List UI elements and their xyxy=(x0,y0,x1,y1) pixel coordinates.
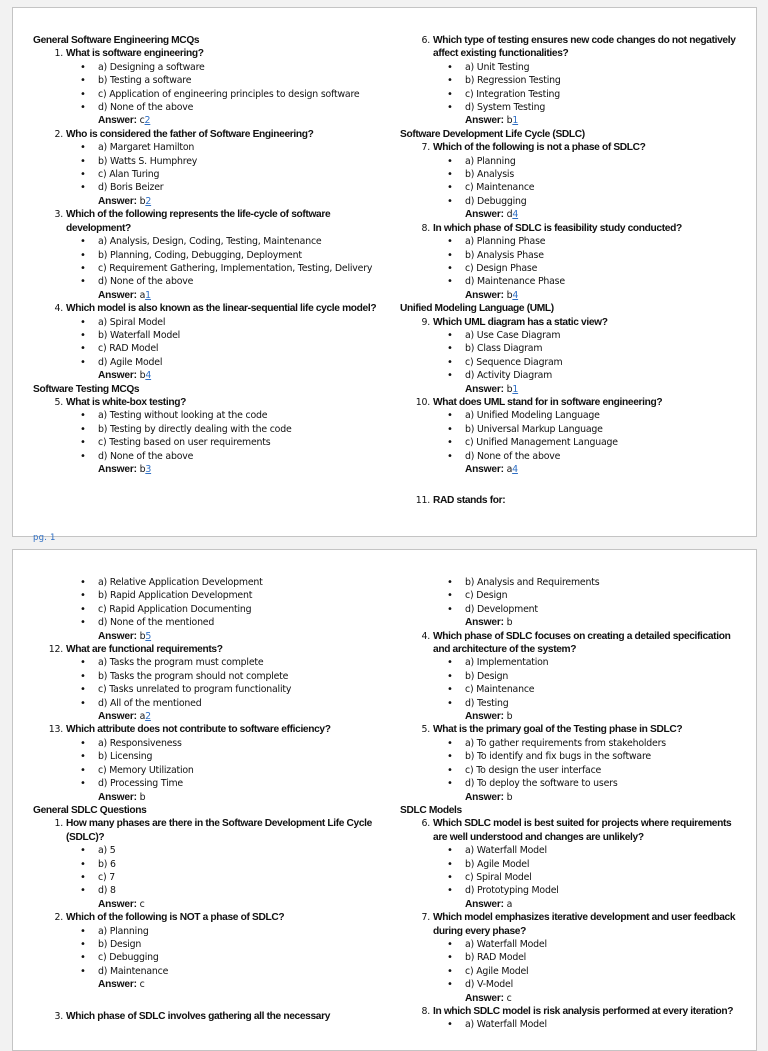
answer-value: b xyxy=(139,195,146,207)
answer-option: • a) To gather requirements from stakeholders xyxy=(400,737,748,750)
question-label: RAD stands for: xyxy=(433,495,506,507)
question-text xyxy=(400,316,748,329)
question-number: 2. xyxy=(54,128,63,140)
answer-option: • c) Application of engineering principles to design software xyxy=(33,88,388,101)
answer-option: • c) 7 xyxy=(33,871,388,884)
answer-option: • d) Maintenance xyxy=(33,965,388,978)
answer-option: • b) Planning, Coding, Debugging, Deployment xyxy=(33,249,388,262)
answer-option: • d) Development xyxy=(400,603,748,616)
answer-line xyxy=(33,289,388,302)
question-text xyxy=(400,396,748,409)
question-text xyxy=(33,47,388,60)
answer-option: • c) Tasks unrelated to program functionality xyxy=(33,683,388,696)
question-number: 8. xyxy=(421,222,430,234)
answer-label: Answer: xyxy=(98,711,137,723)
question-label: Which of the following represents the life-cycle of software development? xyxy=(66,209,331,234)
answer-label: Answer: xyxy=(465,898,504,910)
section-heading: General Software Engineering MCQs xyxy=(33,35,200,46)
answer-line xyxy=(400,463,748,476)
answer-option: • d) Boris Beizer xyxy=(33,181,388,194)
answer-label: Answer: xyxy=(465,791,504,803)
question-text xyxy=(400,630,748,657)
answer-option: • c) Spiral Model xyxy=(400,871,748,884)
answer-option: • d) Processing Time xyxy=(33,777,388,790)
answer-value: b xyxy=(139,630,146,642)
answer-value: b xyxy=(506,289,513,301)
answer-option: • b) Rapid Application Development xyxy=(33,589,388,602)
question-number: 4. xyxy=(421,630,430,642)
answer-line xyxy=(400,208,748,221)
answer-option: • b) Licensing xyxy=(33,750,388,763)
answer-option: • c) Rapid Application Documenting xyxy=(33,603,388,616)
question-text xyxy=(400,911,748,938)
question-text xyxy=(33,1010,388,1023)
answer-line xyxy=(33,791,388,804)
answer-value: b xyxy=(506,617,513,629)
question-text xyxy=(400,494,748,507)
answer-option: • a) 5 xyxy=(33,844,388,857)
answer-option: • b) To identify and fix bugs in the software xyxy=(400,750,748,763)
answer-value: a xyxy=(139,711,146,723)
question-label: Which of the following is not a phase of SDLC? xyxy=(433,142,646,154)
question-label: In which SDLC model is risk analysis performed at every iteration? xyxy=(433,1006,734,1017)
answer-value: b xyxy=(506,115,513,127)
answer-option: • c) To design the user interface xyxy=(400,764,748,777)
answer-option: • c) Testing based on user requirements xyxy=(33,436,388,449)
answer-option: • c) Requirement Gathering, Implementation, Testing, Delivery xyxy=(33,262,388,275)
footnote-link[interactable]: 4 xyxy=(512,209,519,221)
answer-option: • b) Regression Testing xyxy=(400,74,748,87)
answer-option: • d) None of the above xyxy=(33,275,388,288)
answer-option: • a) Use Case Diagram xyxy=(400,329,748,342)
answer-line xyxy=(400,114,748,127)
answer-label: Answer: xyxy=(465,992,504,1004)
answer-line xyxy=(33,630,388,643)
question-text xyxy=(400,34,748,61)
question-number: 6. xyxy=(421,818,430,830)
answer-option: • b) Tasks the program should not complete xyxy=(33,670,388,683)
answer-value: b xyxy=(506,383,513,395)
footnote-link[interactable]: 2 xyxy=(145,195,152,207)
question-text xyxy=(33,302,388,315)
answer-option: • d) Debugging xyxy=(400,195,748,208)
answer-label: Answer: xyxy=(98,464,137,475)
answer-label: Answer: xyxy=(98,370,137,382)
answer-option: • c) Design Phase xyxy=(400,262,748,275)
answer-value: b xyxy=(506,791,513,803)
footnote-link[interactable]: 1 xyxy=(145,289,151,301)
question-text xyxy=(33,723,388,736)
answer-line xyxy=(400,383,748,396)
answer-option: • d) None of the above xyxy=(400,450,748,463)
question-text xyxy=(33,911,388,924)
answer-option: • a) Planning Phase xyxy=(400,235,748,248)
answer-line xyxy=(33,114,388,127)
question-number: 7. xyxy=(421,912,430,924)
answer-option: • b) Class Diagram xyxy=(400,342,748,355)
answer-option: • c) Maintenance xyxy=(400,683,748,696)
question-text xyxy=(33,208,388,235)
answer-option: • d) Agile Model xyxy=(33,356,388,369)
answer-option: • c) RAD Model xyxy=(33,342,388,355)
answer-label: Answer: xyxy=(98,898,137,910)
question-label: What is software engineering? xyxy=(66,48,204,60)
answer-option: • c) Integration Testing xyxy=(400,88,748,101)
question-text xyxy=(33,396,388,409)
footnote-link[interactable]: 3 xyxy=(145,464,152,475)
answer-value: c xyxy=(139,979,145,991)
answer-option: • c) Debugging xyxy=(33,951,388,964)
answer-option: • b) Watts S. Humphrey xyxy=(33,155,388,168)
answer-label: Answer: xyxy=(98,115,137,127)
answer-option: • c) Memory Utilization xyxy=(33,764,388,777)
answer-label: Answer: xyxy=(465,115,504,127)
question-number: 5. xyxy=(54,396,63,408)
footnote-link[interactable]: 1 xyxy=(512,383,519,395)
question-label: What is white-box testing? xyxy=(66,396,186,408)
question-number: 9. xyxy=(421,316,430,328)
question-label: Which SDLC model is best suited for projects where requirements are well understood and changes are unlikely? xyxy=(433,818,732,843)
answer-option: • b) Analysis Phase xyxy=(400,249,748,262)
answer-option: • b) Testing a software xyxy=(33,74,388,87)
answer-option: • b) Waterfall Model xyxy=(33,329,388,342)
question-label: In which phase of SDLC is feasibility study conducted? xyxy=(433,222,682,234)
answer-option: • a) Waterfall Model xyxy=(400,938,748,951)
spacer xyxy=(400,476,748,494)
page2-left-column xyxy=(33,576,388,1023)
question-text xyxy=(400,1005,748,1018)
question-number: 8. xyxy=(421,1006,430,1017)
answer-value: a xyxy=(139,289,146,301)
answer-line xyxy=(400,710,748,723)
footnote-link[interactable]: 4 xyxy=(512,464,518,475)
answer-label: Answer: xyxy=(98,630,137,642)
footnote-link[interactable]: 2 xyxy=(145,711,151,723)
section-heading: General SDLC Questions xyxy=(33,804,147,816)
question-text xyxy=(400,723,748,736)
answer-value: c xyxy=(139,898,145,910)
answer-option: • d) System Testing xyxy=(400,101,748,114)
answer-label: Answer: xyxy=(98,289,137,301)
question-number: 2. xyxy=(54,912,63,924)
answer-option: • d) V-Model xyxy=(400,978,748,991)
answer-option: • a) Relative Application Development xyxy=(33,576,388,589)
question-label: Which phase of SDLC involves gathering all the necessary xyxy=(66,1010,331,1022)
answer-option: • c) Maintenance xyxy=(400,181,748,194)
answer-option: • d) None of the mentioned xyxy=(33,616,388,629)
question-label: Which model is also known as the linear-sequential life cycle model? xyxy=(66,303,377,315)
question-text xyxy=(400,222,748,235)
section-heading: SDLC Models xyxy=(400,804,462,816)
answer-option: • a) Responsiveness xyxy=(33,737,388,750)
answer-option: • d) 8 xyxy=(33,884,388,897)
answer-value: b xyxy=(139,370,146,382)
answer-option: • b) Universal Markup Language xyxy=(400,423,748,436)
answer-value: b xyxy=(139,464,146,475)
question-number: 13. xyxy=(48,724,63,736)
answer-option: • b) 6 xyxy=(33,858,388,871)
answer-line xyxy=(400,992,748,1005)
answer-option: • c) Sequence Diagram xyxy=(400,356,748,369)
question-number: 6. xyxy=(421,35,430,46)
answer-label: Answer: xyxy=(465,209,504,221)
answer-option: • d) To deploy the software to users xyxy=(400,777,748,790)
answer-option: • a) Unified Modeling Language xyxy=(400,409,748,422)
answer-line xyxy=(33,195,388,208)
answer-option: • c) Alan Turing xyxy=(33,168,388,181)
answer-option: • d) All of the mentioned xyxy=(33,697,388,710)
answer-option: • a) Implementation xyxy=(400,656,748,669)
question-number: 10. xyxy=(415,396,430,408)
question-label: What does UML stand for in software engineering? xyxy=(433,396,663,408)
question-number: 1. xyxy=(54,48,63,60)
answer-option: • a) Designing a software xyxy=(33,61,388,74)
answer-option: • a) Analysis, Design, Coding, Testing, Maintenance xyxy=(33,235,388,248)
answer-value: b xyxy=(506,711,513,723)
answer-option: • b) Testing by directly dealing with the code xyxy=(33,423,388,436)
footnote-link[interactable]: 4 xyxy=(512,289,519,301)
answer-line xyxy=(33,369,388,382)
answer-label: Answer: xyxy=(98,979,137,991)
question-label: Which phase of SDLC focuses on creating a detailed specification and architecture of the system? xyxy=(433,630,731,656)
answer-option: • b) Agile Model xyxy=(400,858,748,871)
question-label: Which attribute does not contribute to software efficiency? xyxy=(66,724,331,736)
question-label: Which type of testing ensures new code changes do not negatively affect existing functionalities? xyxy=(433,35,736,60)
answer-option: • a) Unit Testing xyxy=(400,61,748,74)
question-number: 4. xyxy=(54,303,63,315)
spacer xyxy=(33,992,388,1010)
answer-option: • b) RAD Model xyxy=(400,951,748,964)
question-number: 12. xyxy=(48,644,63,656)
answer-label: Answer: xyxy=(465,289,504,301)
question-text xyxy=(33,128,388,141)
answer-line xyxy=(400,616,748,629)
section-heading: Unified Modeling Language (UML) xyxy=(400,303,554,315)
answer-line xyxy=(400,289,748,302)
answer-value: a xyxy=(506,464,513,475)
answer-line xyxy=(33,978,388,991)
answer-line xyxy=(400,791,748,804)
section-heading: Software Development Life Cycle (SDLC) xyxy=(400,128,585,140)
answer-value: c xyxy=(506,992,512,1004)
answer-option: • a) Waterfall Model xyxy=(400,844,748,857)
question-number: 3. xyxy=(54,1010,63,1022)
question-label: What are functional requirements? xyxy=(66,644,223,656)
footnote-link[interactable]: 5 xyxy=(145,630,152,642)
question-number: 3. xyxy=(54,209,63,221)
question-text xyxy=(33,643,388,656)
question-label: What is the primary goal of the Testing phase in SDLC? xyxy=(433,724,683,736)
page-number: pg. 1 xyxy=(33,533,56,543)
answer-line xyxy=(33,710,388,723)
answer-option: • d) Activity Diagram xyxy=(400,369,748,382)
document-page-2 xyxy=(12,549,757,1051)
answer-value: a xyxy=(506,898,513,910)
answer-label: Answer: xyxy=(98,791,137,803)
answer-option: • d) None of the above xyxy=(33,450,388,463)
page1-right-column xyxy=(400,34,748,508)
question-number: 11. xyxy=(415,495,430,507)
question-number: 1. xyxy=(54,818,63,830)
footnote-link[interactable]: 1 xyxy=(512,115,519,127)
answer-option: • d) Maintenance Phase xyxy=(400,275,748,288)
answer-option: • b) Design xyxy=(400,670,748,683)
question-text xyxy=(400,141,748,154)
answer-option: • b) Design xyxy=(33,938,388,951)
answer-line xyxy=(400,898,748,911)
answer-option: • d) Testing xyxy=(400,697,748,710)
answer-option: • a) Tasks the program must complete xyxy=(33,656,388,669)
answer-label: Answer: xyxy=(465,464,504,475)
answer-option: • a) Testing without looking at the code xyxy=(33,409,388,422)
answer-value: d xyxy=(506,209,513,221)
answer-option: • b) Analysis xyxy=(400,168,748,181)
answer-option: • b) Analysis and Requirements xyxy=(400,576,748,589)
page1-left-column xyxy=(33,34,388,476)
footnote-link[interactable]: 4 xyxy=(145,370,152,382)
answer-option: • c) Unified Management Language xyxy=(400,436,748,449)
answer-option: • d) None of the above xyxy=(33,101,388,114)
answer-option: • c) Design xyxy=(400,589,748,602)
answer-option: • d) Prototyping Model xyxy=(400,884,748,897)
question-label: Which UML diagram has a static view? xyxy=(433,316,608,328)
answer-label: Answer: xyxy=(98,195,137,207)
answer-option: • a) Waterfall Model xyxy=(400,1018,748,1031)
answer-option: • a) Planning xyxy=(33,925,388,938)
question-text xyxy=(400,817,748,844)
question-number: 7. xyxy=(421,142,430,154)
answer-label: Answer: xyxy=(465,383,504,395)
question-number: 5. xyxy=(421,724,430,736)
answer-line xyxy=(33,898,388,911)
answer-option: • c) Agile Model xyxy=(400,965,748,978)
question-label: How many phases are there in the Software Development Life Cycle (SDLC)? xyxy=(66,818,372,843)
page2-right-column xyxy=(400,576,748,1032)
answer-line xyxy=(33,463,388,476)
question-label: Which of the following is NOT a phase of SDLC? xyxy=(66,912,285,924)
answer-option: • a) Planning xyxy=(400,155,748,168)
question-text xyxy=(33,817,388,844)
question-label: Who is considered the father of Software Engineering? xyxy=(66,128,314,140)
answer-option: • a) Margaret Hamilton xyxy=(33,141,388,154)
answer-value: b xyxy=(139,791,146,803)
document-page-1 xyxy=(12,7,757,537)
answer-label: Answer: xyxy=(465,617,504,629)
section-heading: Software Testing MCQs xyxy=(33,383,140,395)
footnote-link[interactable]: 2 xyxy=(144,115,151,127)
answer-value: c xyxy=(139,115,145,127)
answer-option: • a) Spiral Model xyxy=(33,316,388,329)
question-label: Which model emphasizes iterative development and user feedback during every phase? xyxy=(433,912,736,937)
answer-label: Answer: xyxy=(465,711,504,723)
